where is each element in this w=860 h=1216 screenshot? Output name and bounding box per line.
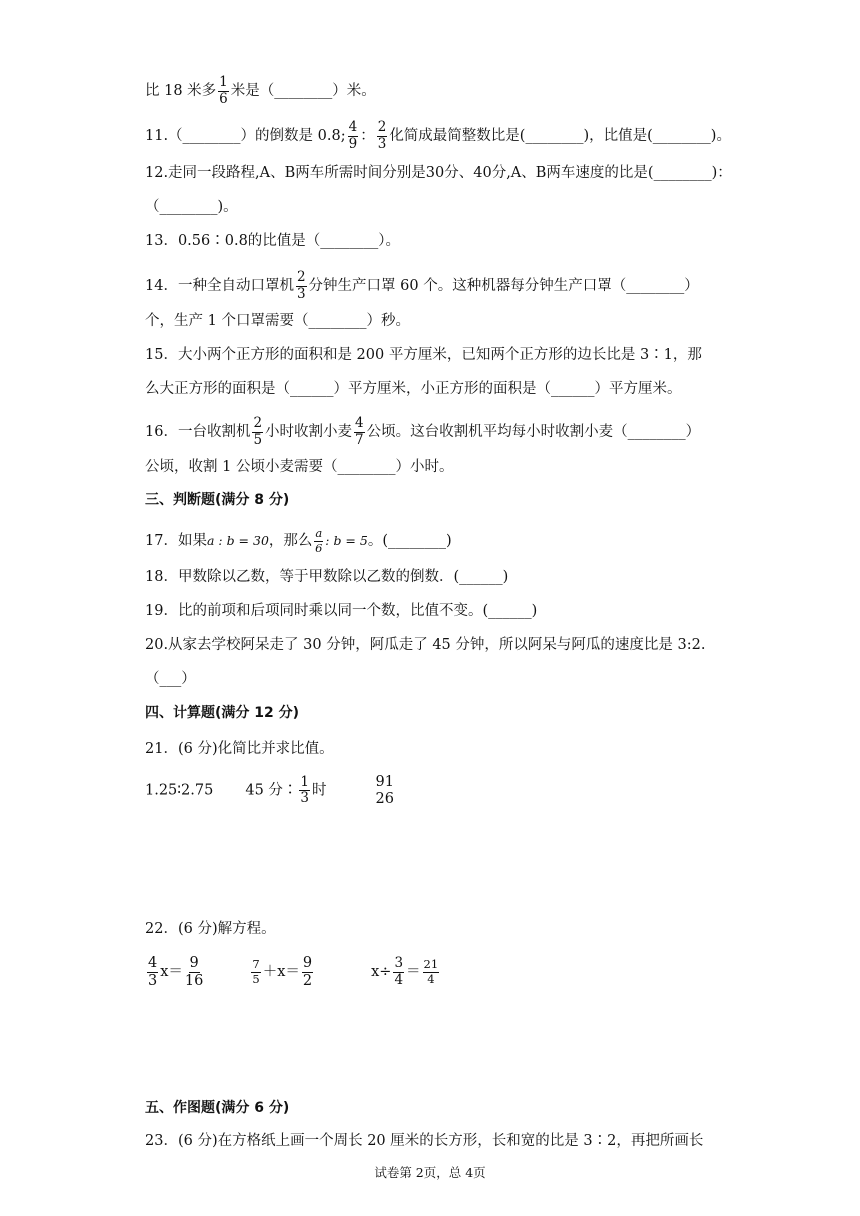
fraction [218,76,229,106]
question-13: 13．0.56∶0.8的比值是（________）。 [145,233,401,249]
fraction-denominator: 3 [300,790,310,806]
fraction-numerator: 2 [253,415,263,431]
equation-3-prefix: x÷ [371,964,392,980]
fraction-numerator: 9 [189,955,199,971]
fraction-numerator: 4 [355,415,364,431]
q17-expression-2: : b = 5 [325,533,368,548]
fraction-denominator: 2 [302,972,313,989]
fraction-denominator: 3 [377,135,387,152]
fraction-denominator: 16 [184,972,204,989]
q17-expression-1: a : b = 30 [206,533,269,548]
fraction [302,956,313,988]
fraction-numerator: 91 [375,774,394,790]
fraction [299,773,310,806]
fraction [251,959,260,985]
fraction [375,775,395,806]
q16-text-a: 16．一台收割机 [145,424,251,440]
question-17 [145,528,452,554]
q11-text-a: 11.（________）的倒数是 0.8; [145,128,346,144]
q16-text-b: 小时收割小麦 [265,424,353,440]
fraction [296,271,307,301]
fraction-denominator: 6 [315,540,323,555]
fraction-numerator: 2 [377,119,387,135]
section-3-title: 三、判断题(满分 8 分) [145,492,290,508]
fraction-denominator: 4 [427,971,435,986]
question-15-line-1: 15．大小两个正方形的面积和是 200 平方厘米，已知两个正方形的边长比是 3∶1，那 [145,347,702,363]
fraction-numerator: 4 [148,955,158,971]
question-12-line-2: （________)。 [145,199,238,215]
fraction [354,417,365,447]
question-20-line-1: 20.从家去学校阿呆走了 30 分钟，阿瓜走了 45 分钟，所以阿呆与阿瓜的速度比是 3:2. [145,637,706,653]
page-footer: 试卷第 2页，总 4页 [374,1165,486,1180]
question-15-line-2: 么大正方形的面积是（______）平方厘米，小正方形的面积是（______）平方厘米。 [145,381,682,397]
fraction-numerator: 4 [348,119,358,135]
fraction-denominator: 3 [296,285,306,302]
question-11 [145,121,731,151]
question-14-line-1 [145,271,699,301]
fraction [423,959,440,985]
ratio-colon: ： [360,128,375,144]
fraction-denominator: 6 [219,90,228,107]
fraction [393,957,404,987]
section-5-title: 五、作图题(满分 6 分) [145,1100,290,1116]
question-16-line-2: 公顷，收割 1 公顷小麦需要（________）小时。 [145,459,454,475]
fraction-numerator: 1 [300,773,310,790]
q11-text-b: 化简成最简整数比是(________)，比值是(________)。 [389,128,731,144]
q17-text-c: 。(________) [367,533,452,549]
question-21-title: 21．(6 分)化简比并求比值。 [145,741,334,757]
question-20-line-2: （___） [145,671,196,687]
fraction-numerator: 2 [296,269,306,285]
question-14-line-2: 个，生产 1 个口罩需要（________）秒。 [145,313,410,329]
equation-1-middle: x＝ [160,964,183,980]
q10-text-b: 米是（________）米。 [230,83,376,99]
fraction [348,121,359,151]
q21-item-1: 1.25∶2.75 [145,782,214,799]
fraction-numerator: a [315,526,323,540]
q17-text-b: ，那么 [268,533,313,549]
fraction [185,956,203,988]
fraction-denominator: 4 [394,971,404,988]
q14-text-a: 14．一种全自动口罩机 [145,278,294,294]
question-12-line-1: 12.走同一段路程,A、B两车所需时间分别是30分、40分,A、B两车速度的比是(________)： [145,165,732,181]
fraction-denominator: 7 [355,431,364,448]
fraction-numerator: 7 [252,957,260,971]
fraction-numerator: 9 [302,955,313,971]
fraction [147,956,158,988]
fraction-denominator: 5 [253,431,263,448]
fraction-denominator: 26 [375,790,394,807]
section-4-title: 四、计算题(满分 12 分) [145,705,300,721]
q17-text-a: 17．如果 [145,533,207,549]
question-16-line-1 [145,417,700,447]
q21-item-2-unit: 时 [312,782,327,799]
question-19: 19．比的前项和后项同时乘以同一个数，比值不变。(______) [145,603,538,619]
question-21-items [145,775,397,806]
fraction-denominator: 5 [252,971,260,986]
fraction [314,528,323,554]
question-22-title: 22．(6 分)解方程。 [145,921,276,937]
equation-3-middle: ＝ [406,964,421,980]
equation-2-middle: ＋x＝ [262,964,300,980]
q21-item-2-text: 45 分∶ [245,782,298,799]
question-22-equations [145,956,441,988]
q10-text-a: 比 18 米多 [145,83,217,99]
fraction-numerator: 1 [219,74,228,90]
fraction-numerator: 3 [394,955,404,971]
fraction-denominator: 9 [348,135,358,152]
question-23: 23．(6 分)在方格纸上画一个周长 20 厘米的长方形，长和宽的比是 3∶2，再把所画长 [145,1133,704,1149]
question-18: 18．甲数除以乙数，等于甲数除以乙数的倒数．(______) [145,569,509,585]
fraction-denominator: 3 [148,972,158,989]
fraction-numerator: 21 [423,957,439,971]
q16-text-c: 公顷。这台收割机平均每小时收割小麦（________） [366,424,701,440]
fraction [252,417,263,447]
fraction [377,121,388,151]
q14-text-b: 分钟生产口罩 60 个。这种机器每分钟生产口罩（________） [308,278,699,294]
question-10-line [145,76,376,106]
